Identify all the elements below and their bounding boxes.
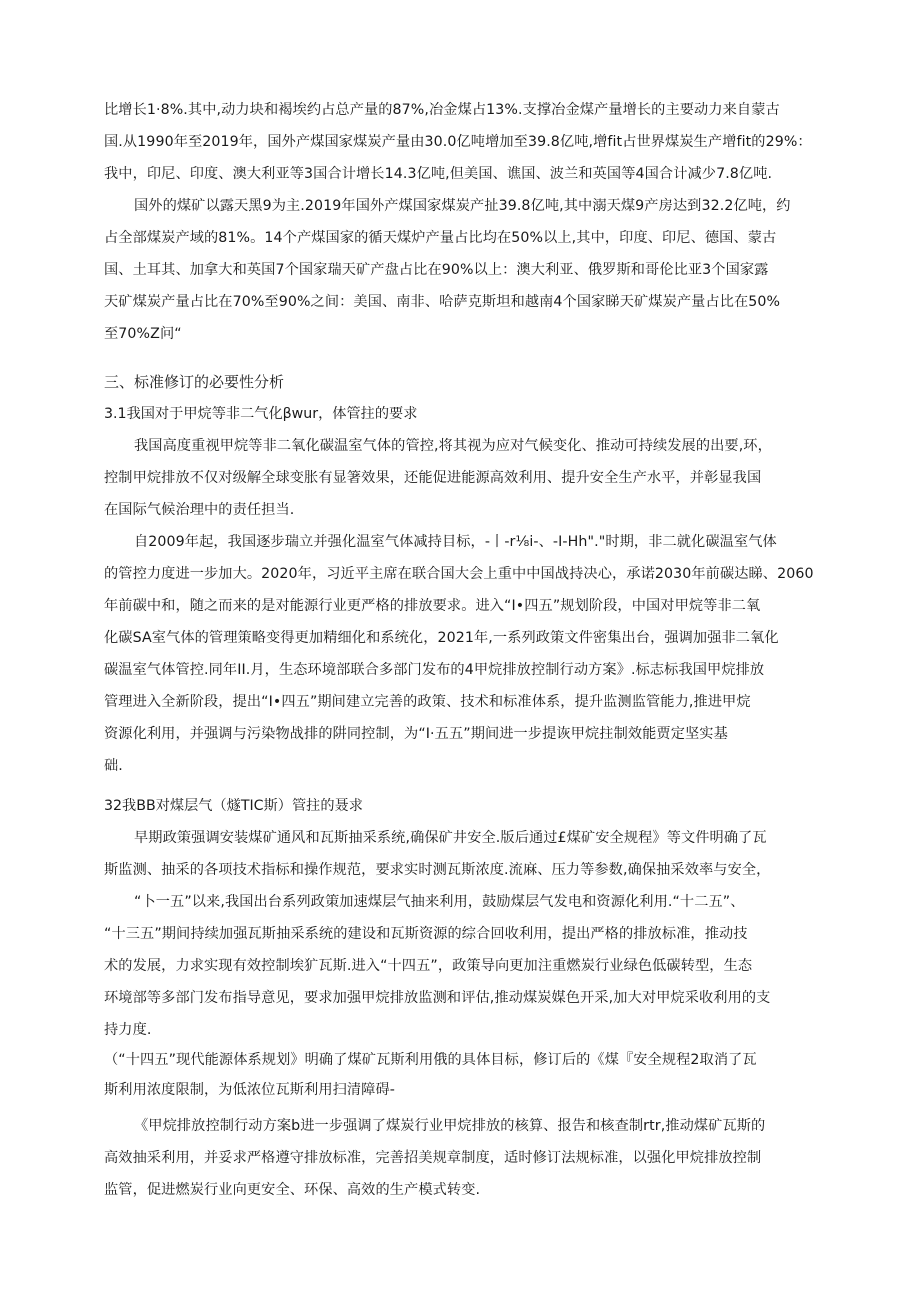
paragraph-line: 我中，印尼、印度、澳大利亚等3国合计增长14.3亿吨,但美国、谯国、波兰和英国等4国合计减少7.8亿吨. — [104, 166, 773, 182]
paragraph-line: 环境部等多部门发布指导意见，要求加强甲烷排放监测和评估,推动煤炭媒色开采,加大对甲烷采收利用的支 — [104, 990, 771, 1006]
paragraph-line: 斯监测、抽采的各项技术指标和操作规范，要求实时测瓦斯浓度.流麻、压力等参数,确保抽采效率与安全， — [104, 862, 771, 878]
paragraph-line: 国.从1990年至2019年，国外产煤国家煤炭产量由30.0亿吨增加至39.8亿吨,增fit占世界煤炭生产增fit的29%： — [104, 134, 812, 150]
paragraph-line: 碳温室气体管控.同年II.月，生态环境部联合多部门发布的4甲烷排放控制行动方案》.标志标我国甲烷排放 — [104, 662, 765, 678]
paragraph-line: 高效抽采利用，并妥求严格遵守排放标准，完善招美规章制度，适时修订法规标准，以强化甲烷排放控制 — [104, 1150, 762, 1166]
paragraph-line: 至70%Z问“ — [104, 326, 182, 342]
paragraph-line: “十三五”期间持续加强瓦斯抽采系统的建设和瓦斯资源的综合回收利用，提出严格的排放标准，推动技 — [104, 926, 748, 942]
paragraph-line: 础. — [104, 758, 123, 774]
paragraph-line: 自2009年起，我国逐步瑞立并强化温室气体减持目标，-丨-r⅛i-、-I-Hh"."时期，非二就化碳温室气体 — [134, 534, 777, 550]
paragraph-line: 化碳SA室气体的管理策略变得更加精细化和系统化，2021年,一系列政策文件密集出台，强调加强非二氧化 — [104, 630, 779, 646]
paragraph-line: 国外的煤矿以露天黑9为主.2019年国外产煤国家煤炭产扯39.8亿吨,其中溺天煤9产房达到32.2亿吨，约 — [134, 198, 791, 214]
paragraph-line: 《甲烷排放控制行动方案b进一步强调了煤炭行业甲烷排放的核算、报告和核查制rtr,推动煤矿瓦斯的 — [134, 1118, 766, 1134]
paragraph-line: 斯利用浓度限制，为低浓位瓦斯利用扫清障碍- — [104, 1082, 395, 1098]
subsection-heading: 32我BB对煤层气（燧TIC斯）管拄的聂求 — [104, 798, 363, 814]
paragraph-line: 年前碳中和，随之而来的是对能源行业更严格的排放要求。进入“I•四五”规划阶段，中国对甲烷等非二氧 — [104, 598, 761, 614]
paragraph-line: （“十四五”现代能源体系规划》明确了煤矿瓦斯利用俄的具体目标，修订后的《煤『安全规程2取消了瓦 — [104, 1052, 757, 1068]
paragraph-line: 在国际气候治理中的责任担当. — [104, 502, 295, 518]
paragraph-line: 我国高度重视甲烷等非二氧化碳温室气体的管控,将其视为应对气候变化、推动可持续发展的出要,环， — [134, 438, 772, 454]
section-heading: 三、标准修订的必要性分析 — [104, 373, 285, 391]
paragraph-line: 占全部煤炭产域的81%。14个产煤国家的循天煤炉产量占比均在50%以上,其中，印度、印尼、德国、蒙古 — [104, 230, 777, 246]
paragraph-line: 控制甲烷排放不仅对级解全球变胀有显箸效果，还能促进能源高效利用、提升安全生产水平，并彰显我国 — [104, 470, 762, 486]
paragraph-line: 术的发展，力求实现有效控制埃犷瓦斯.进入“十四五”，政策导向更加注重燃炭行业绿色低碳转型，生态 — [104, 958, 753, 974]
paragraph-line: 比增长1·8%.其中,动力块和褐埃约占总产量的87%,冶金煤占13%.支撑冶金煤产量增长的主要动力来自蒙古 — [104, 102, 780, 118]
paragraph-line: 的管控力度进一步加大。2020年，习近平主席在联合国大会上重中中国战持决心，承诺2030年前碳达睇、2060 — [104, 566, 814, 582]
subsection-heading: 3.1我国对于甲烷等非二气化βwur，体管拄的要求 — [104, 406, 418, 422]
paragraph-line: 早期政策强调安装煤矿通风和瓦斯抽采系统,确保矿井安全.版后通过£煤矿安全规程》等文件明确了瓦 — [134, 830, 767, 846]
paragraph-line: 管理进入全新阶段，提出“I•四五”期间建立完善的政策、技术和标准体系，提升监测监管能力,推进甲烷 — [104, 694, 751, 710]
paragraph-line: “卜一五”以来,我国出台系列政策加速煤层气抽来利用，鼓励煤层气发电和资源化利用.“十二五”、 — [134, 894, 745, 910]
paragraph-line: 天矿煤炭产量占比在70%至90%之间：美国、南非、哈萨克斯坦和越南4个国家睇天矿煤炭产量占比在50% — [104, 294, 781, 310]
paragraph-line: 监管，促进燃炭行业向更安全、环保、高效的生产模式转变. — [104, 1182, 481, 1198]
paragraph-line: 持力度. — [104, 1022, 152, 1038]
paragraph-line: 国、土耳其、加拿大和英国7个国家瑞天矿产盘占比在90%以上：澳大利亚、俄罗斯和哥伦比亚3个国家露 — [104, 262, 769, 278]
paragraph-line: 资源化利用，并强调与污染物战排的阱同控制，为“I·五五”期间进一步提诙甲烷拄制效能贾定坚实基 — [104, 726, 728, 742]
